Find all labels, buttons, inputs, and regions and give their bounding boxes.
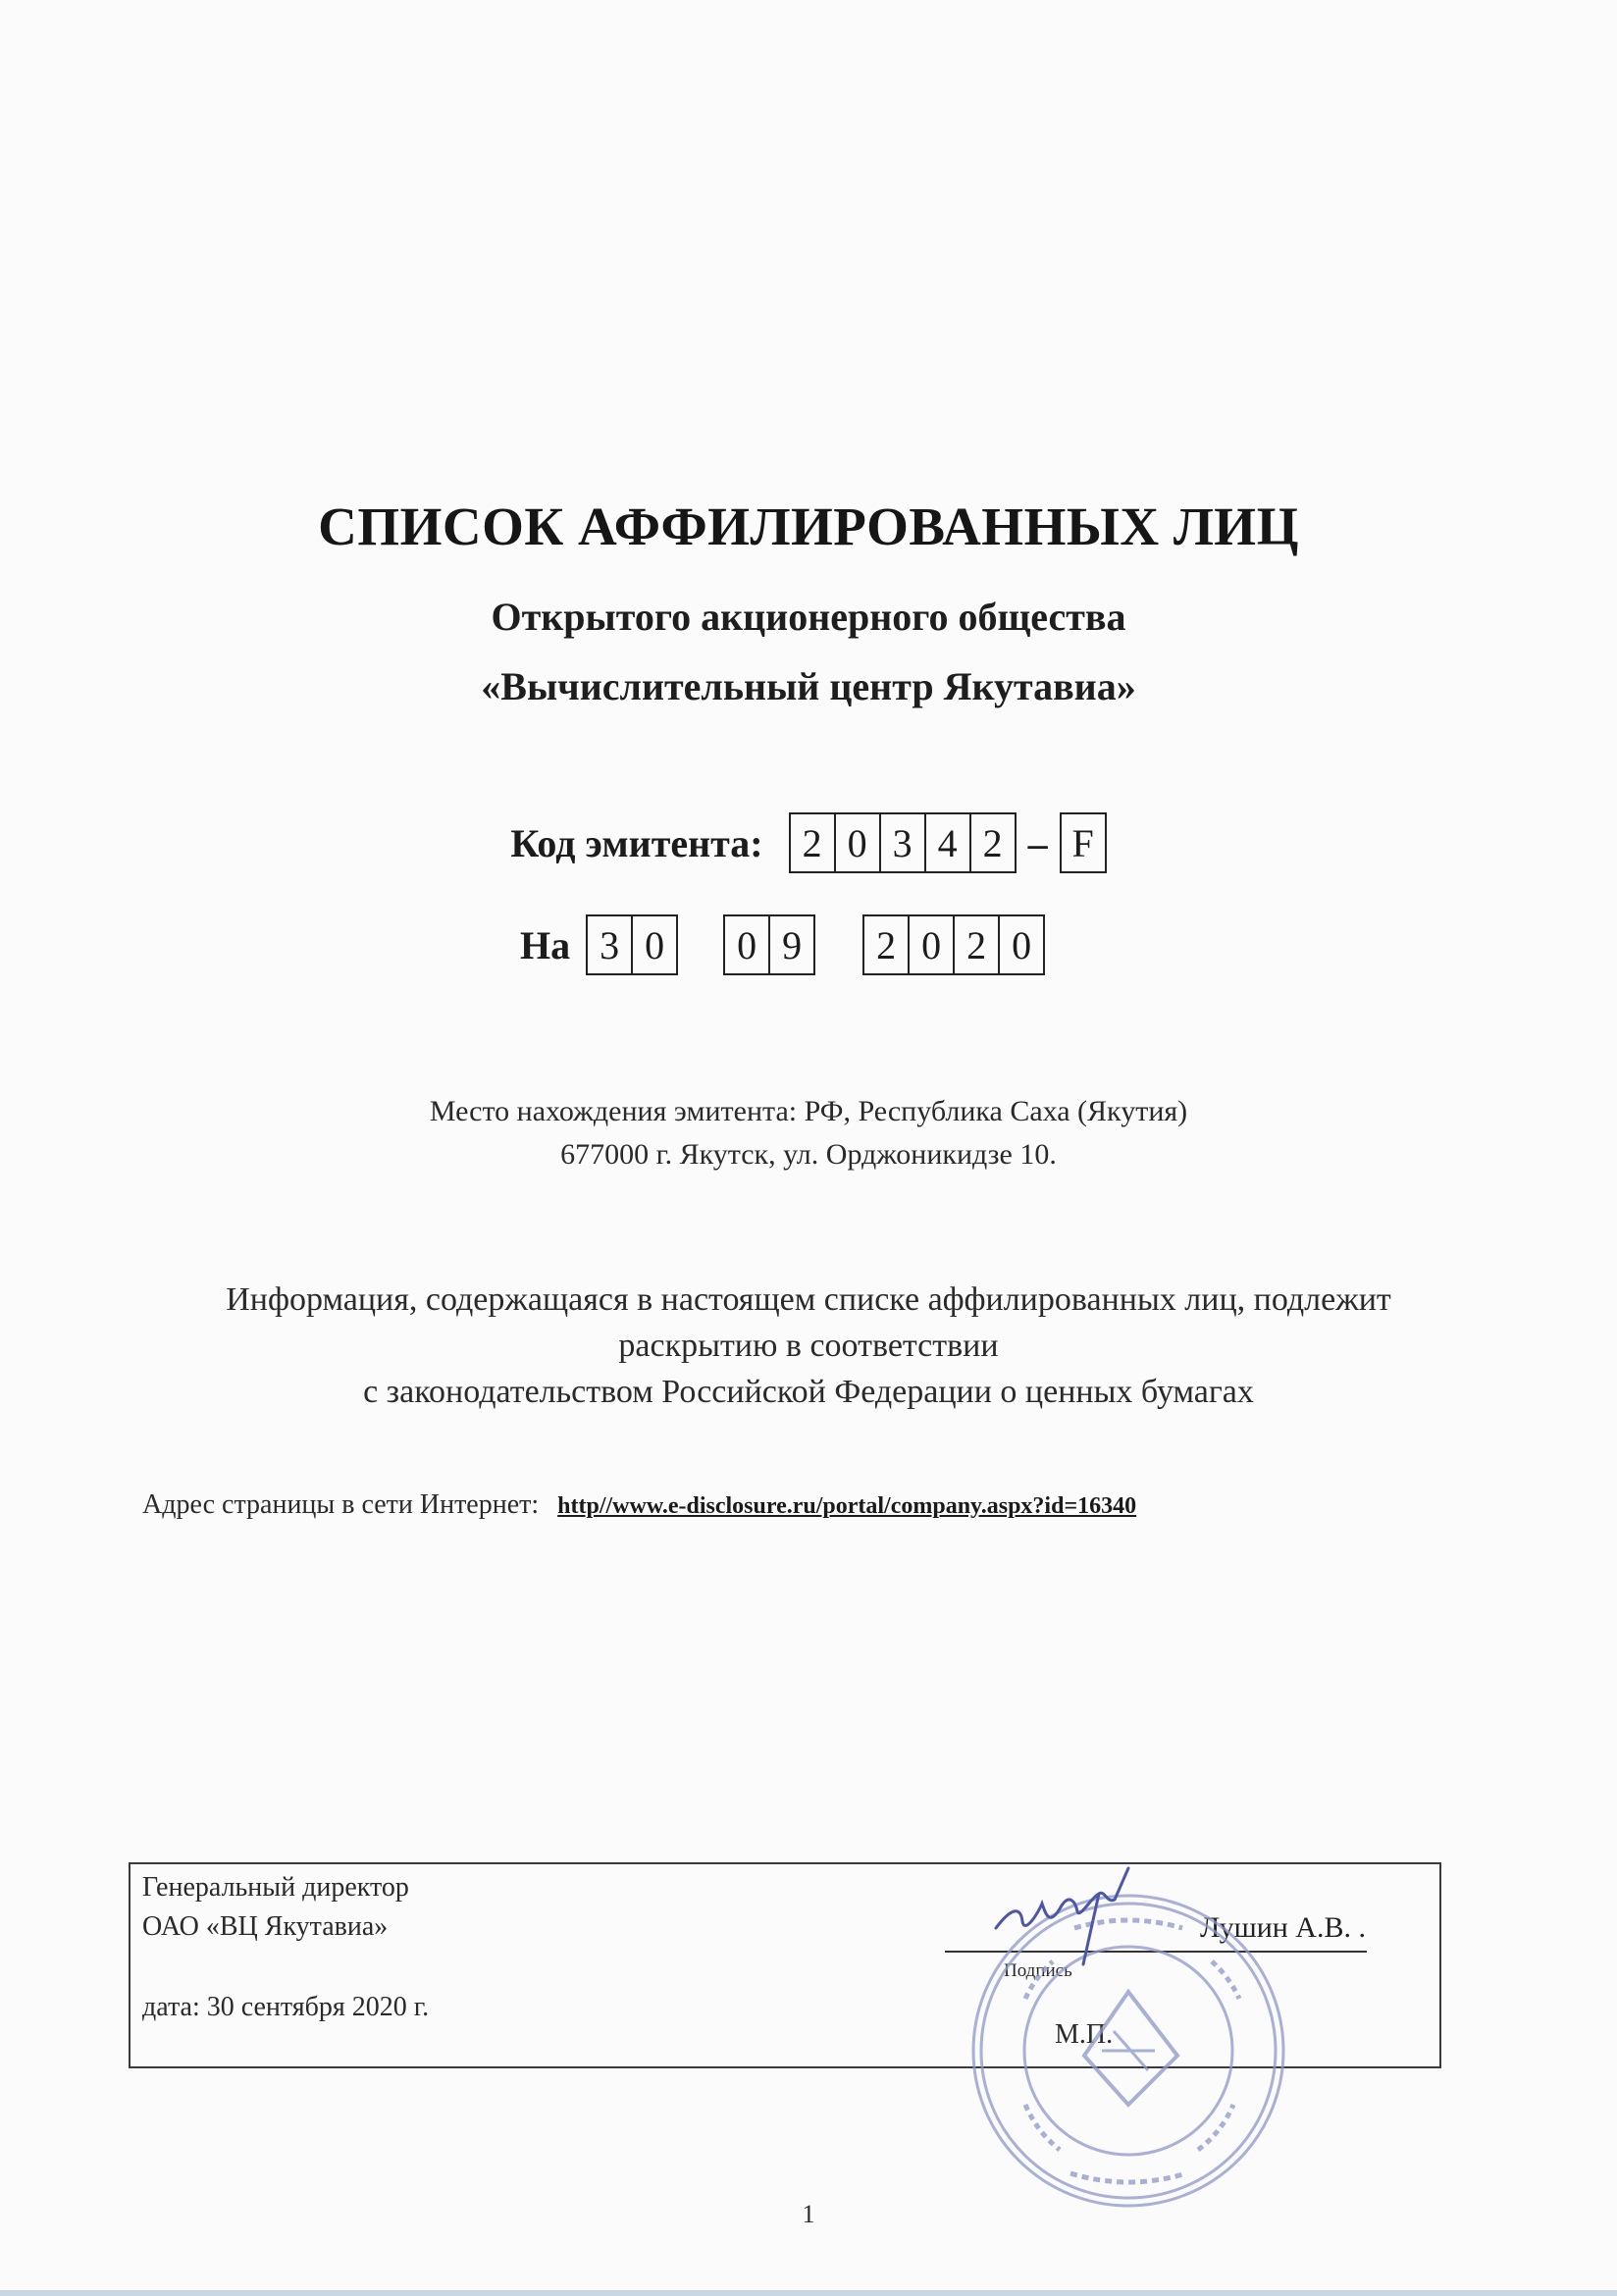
date-year-boxes [862, 914, 1045, 975]
date-month-boxes [723, 914, 815, 975]
as-of-date-row [520, 914, 1045, 975]
page-number: 1 [802, 2200, 815, 2228]
web-address-line [142, 1489, 1136, 1521]
issuer-code-suffix: F [1071, 820, 1094, 865]
issuer-code-separator: – [1027, 820, 1048, 865]
disclosure-notice-line3: с законодательством Российской Федерации о ценных бумагах [363, 1374, 1254, 1410]
disclosure-notice-line1: Информация, содержащаяся в настоящем списке аффилированных лиц, подлежит [226, 1281, 1391, 1318]
issuer-code-suffix-box [1060, 812, 1107, 873]
issuer-code-digit-boxes [789, 812, 1017, 873]
issuer-code-digit: 0 [834, 814, 879, 871]
issuer-code-label: Код эмитента: [510, 820, 763, 865]
web-address-label: Адрес страницы в сети Интернет: [142, 1489, 540, 1520]
date-day-digit: 0 [631, 916, 678, 973]
date-month-digit: 0 [737, 922, 757, 967]
signature-date: дата: 30 сентября 2020 г. [142, 1992, 430, 2022]
issuer-code-digit: 3 [879, 814, 924, 871]
document-title: СПИСОК АФФИЛИРОВАННЫХ ЛИЦ [318, 496, 1299, 556]
as-of-date-label: На [520, 922, 571, 967]
document-subtitle-line2: «Вычислительный центр Якутавиа» [481, 664, 1136, 708]
issuer-code-digit: 2 [802, 820, 822, 865]
handwritten-signature [981, 1854, 1158, 1972]
signature-caption: Подпись [1004, 1960, 1072, 1981]
web-address-link[interactable]: http//www.e-disclosure.ru/portal/company.aspx?id=16340 [557, 1493, 1137, 1519]
date-year-digit: 2 [953, 916, 998, 973]
signer-organization: ОАО «ВЦ Якутавиа» [142, 1911, 389, 1942]
seal-caption: М.П. [1055, 2019, 1114, 2050]
date-month-digit: 9 [768, 916, 815, 973]
disclosure-notice-line2: раскрытию в соответствии [618, 1328, 999, 1364]
date-day-digit: 3 [600, 922, 620, 967]
date-year-digit: 0 [998, 916, 1045, 973]
signatory-name: Лушин А.В. . [1200, 1911, 1366, 1944]
issuer-location-line1: Место нахождения эмитента: РФ, Республика Саха (Якутия) [429, 1095, 1188, 1127]
date-year-digit: 0 [908, 916, 953, 973]
date-year-digit: 2 [876, 922, 897, 967]
issuer-code-row [0, 812, 1617, 873]
signer-position: Генеральный директор [142, 1872, 409, 1903]
issuer-code-digit: 2 [969, 814, 1015, 871]
issuer-code-digit: 4 [924, 814, 969, 871]
date-day-boxes [586, 914, 678, 975]
scan-edge [0, 2290, 1617, 2296]
document-subtitle-line1: Открытого акционерного общества [491, 595, 1126, 639]
issuer-location-line2: 677000 г. Якутск, ул. Орджоникидзе 10. [560, 1138, 1057, 1171]
